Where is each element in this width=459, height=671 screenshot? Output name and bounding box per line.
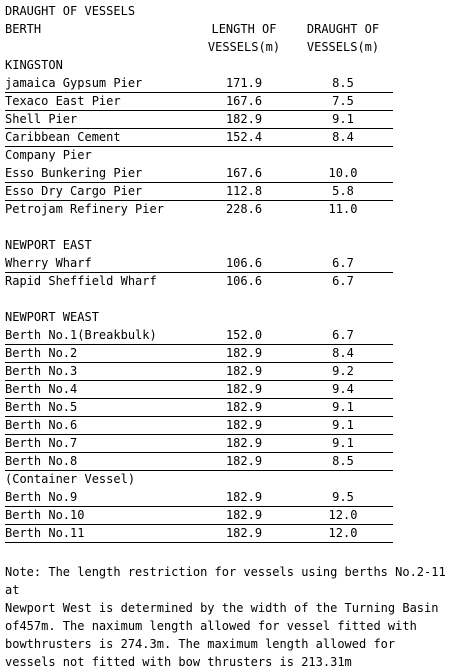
draught-cell: 6.7 [332, 256, 354, 270]
draught-header-line2: VESSELS(m) [306, 40, 380, 54]
table-row [5, 524, 393, 543]
berth-cell: Berth No.10 [5, 508, 85, 522]
section-title-newport-weast: NEWPORT WEAST [5, 310, 99, 324]
section-heading [5, 56, 393, 74]
table-row [5, 380, 393, 399]
length-cell: 106.6 [225, 256, 263, 270]
document-title [5, 2, 393, 20]
berth-cell: Berth No.1(Breakbulk) [5, 328, 157, 342]
draught-cell: 8.4 [332, 130, 354, 144]
berth-cell: Caribbean Cement [5, 130, 121, 144]
draught-cell: 8.5 [332, 454, 354, 468]
length-cell: 182.9 [225, 364, 263, 378]
length-cell: 167.6 [225, 166, 263, 180]
table-row [5, 416, 393, 435]
berth-cell: Rapid Sheffield Wharf [5, 274, 157, 288]
table-row [5, 488, 393, 507]
length-cell: 182.9 [225, 382, 263, 396]
table-row [5, 254, 393, 273]
berth-cell: Company Pier [5, 148, 92, 162]
length-cell: 152.4 [225, 130, 263, 144]
berth-cell: Wherry Wharf [5, 256, 92, 270]
table-row [5, 470, 393, 488]
length-cell: 228.6 [225, 202, 263, 216]
section-title-newport-east: NEWPORT EAST [5, 238, 92, 252]
draught-cell: 5.8 [332, 184, 354, 198]
table-row [5, 452, 393, 471]
draught-cell: 9.4 [332, 382, 354, 396]
length-cell: 182.9 [225, 526, 263, 540]
table-row [5, 398, 393, 417]
table-row [5, 74, 393, 93]
berth-cell: Berth No.11 [5, 526, 85, 540]
length-cell: 182.9 [225, 436, 263, 450]
berth-cell: Berth No.7 [5, 436, 78, 450]
length-header-line1: LENGTH OF [211, 22, 277, 36]
length-header-line2: VESSELS(m) [207, 40, 281, 54]
berth-cell: Esso Dry Cargo Pier [5, 184, 143, 198]
berth-cell: Berth No.5 [5, 400, 78, 414]
berth-cell: Berth No.8 [5, 454, 78, 468]
length-cell: 171.9 [225, 76, 263, 90]
berth-cell: Esso Bunkering Pier [5, 166, 143, 180]
length-cell: 182.9 [225, 418, 263, 432]
draught-cell: 11.0 [328, 202, 358, 216]
draught-cell: 10.0 [328, 166, 358, 180]
table-header-row-1 [5, 20, 393, 38]
berth-cell: jamaica Gypsum Pier [5, 76, 143, 90]
draught-cell: 9.5 [332, 490, 354, 504]
draught-cell: 9.2 [332, 364, 354, 378]
draught-cell: 12.0 [328, 526, 358, 540]
draught-cell: 9.1 [332, 112, 354, 126]
length-cell: 112.8 [225, 184, 263, 198]
table-header-row-2 [5, 38, 393, 56]
berth-cell: Shell Pier [5, 112, 78, 126]
berth-cell: Berth No.3 [5, 364, 78, 378]
table-row [5, 362, 393, 381]
draught-cell: 9.1 [332, 400, 354, 414]
draught-header-line1: DRAUGHT OF [306, 22, 380, 36]
table-row [5, 434, 393, 453]
table-row [5, 164, 393, 183]
length-cell: 182.9 [225, 346, 263, 360]
draught-cell: 8.5 [332, 76, 354, 90]
table-row [5, 200, 393, 218]
berth-cell: Texaco East Pier [5, 94, 121, 108]
section-heading [5, 308, 393, 326]
table-row [5, 182, 393, 201]
length-cell: 182.9 [225, 454, 263, 468]
berth-cell: Berth No.4 [5, 382, 78, 396]
berth-cell: Berth No.2 [5, 346, 78, 360]
table-row [5, 272, 393, 290]
draught-cell: 6.7 [332, 274, 354, 288]
berth-cell: Petrojam Refinery Pier [5, 202, 164, 216]
length-cell: 182.9 [225, 508, 263, 522]
draught-cell: 6.7 [332, 328, 354, 342]
section-title-kingston: KINGSTON [5, 58, 63, 72]
table-row [5, 344, 393, 363]
title-text: DRAUGHT OF VESSELS [5, 4, 136, 18]
table-row [5, 110, 393, 129]
footnote: Note: The length restriction for vessels using berths No.2-11 at Newport West is determined by the width of the Turning Basin of457m. The naximum length allowed for vessel fitted with bowthrusters is 274.3m. The maximum length allowed for vessels not fitted with bow thrusters is 213.31m [5, 565, 446, 669]
draught-cell: 8.4 [332, 346, 354, 360]
section-heading [5, 236, 393, 254]
length-cell: 152.0 [225, 328, 263, 342]
draught-cell: 9.1 [332, 436, 354, 450]
length-cell: 167.6 [225, 94, 263, 108]
length-cell: 106.6 [225, 274, 263, 288]
length-cell: 182.9 [225, 490, 263, 504]
table-row [5, 92, 393, 111]
berth-cell: Berth No.6 [5, 418, 78, 432]
draught-cell: 7.5 [332, 94, 354, 108]
draught-cell: 12.0 [328, 508, 358, 522]
table-row [5, 326, 393, 345]
length-cell: 182.9 [225, 112, 263, 126]
table-row [5, 506, 393, 525]
berth-cell: Berth No.9 [5, 490, 78, 504]
table-row [5, 146, 393, 164]
berth-cell: (Container Vessel) [5, 472, 136, 486]
berth-header: BERTH [5, 22, 42, 36]
draught-cell: 9.1 [332, 418, 354, 432]
length-cell: 182.9 [225, 400, 263, 414]
table-row [5, 128, 393, 147]
